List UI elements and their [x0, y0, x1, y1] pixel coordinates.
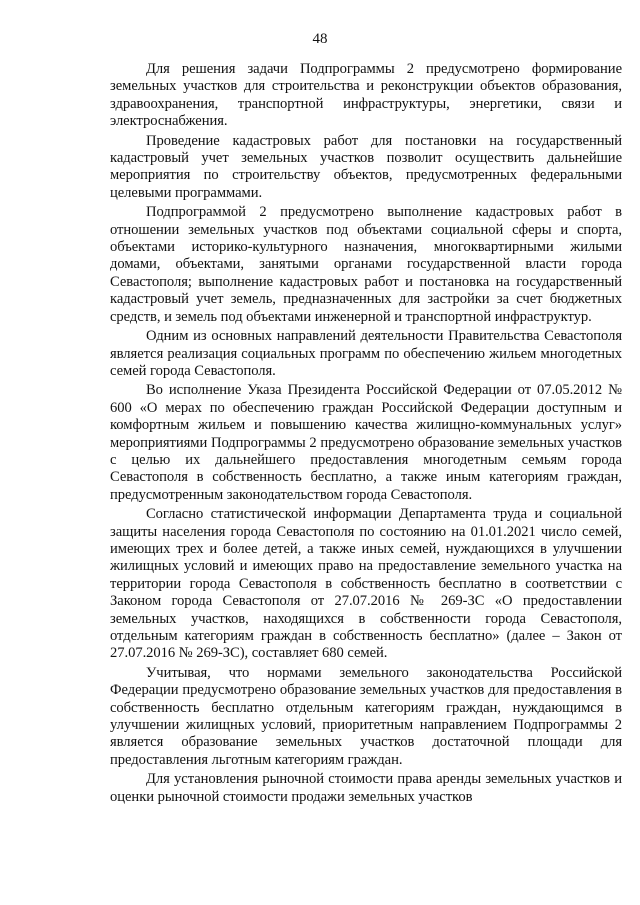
paragraph: Для установления рыночной стоимости права аренды земельных участков и оценки рыночной стоимости продажи земельных участков [110, 771, 622, 805]
paragraph: Учитывая, что нормами земельного законодательства Российской Федерации предусмотрено образование земельных участков для предоставления в собственность бесплатно отдельным категориям граждан, нуждающимся в улучшении жилищных условий, приоритетным направлением Подпрограммы 2 является образование земельных участков достаточной площади для предоставления льготным категориям граждан. [110, 664, 622, 768]
paragraph: Одним из основных направлений деятельности Правительства Севастополя является реализация социальных программ по обеспечению жильем многодетных семей города Севастополя. [110, 328, 622, 379]
paragraph: Для решения задачи Подпрограммы 2 предусмотрено формирование земельных участков для строительства и реконструкции объектов образования, здравоохранения, транспортной инфраструктуры, энергетики, связи и электроснабжения. [110, 61, 622, 130]
paragraph: Проведение кадастровых работ для постановки на государственный кадастровый учет земельных участков позволит осуществить дальнейшие мероприятия по строительству объектов, предусмотренных федеральными целевыми программами. [110, 132, 622, 201]
page-number: 48 [312, 31, 328, 47]
paragraph: Согласно статистической информации Департамента труда и социальной защиты населения города Севастополя по состоянию на 01.01.2021 число семей, имеющих трех и более детей, а также иных семей, нуждающихся в улучшении жилищных условий и имеющих право на предоставление земельного участка на территории города Севастополя в собственность бесплатно в соответствии с Законом города Севастополя от 27.07.2016 № 269-ЗС «О предоставлении земельных участков, находящихся в собственности города Севастополя, отдельным категориям граждан в собственность бесплатно» (далее – Закон от 27.07.2016 № 269-ЗС), составляет 680 семей. [110, 506, 622, 662]
document-body [110, 61, 622, 808]
paragraph: Во исполнение Указа Президента Российской Федерации от 07.05.2012 № 600 «О мерах по обеспечению граждан Российской Федерации доступным и комфортным жильем и повышению качества жилищно-коммунальных услуг» мероприятиями Подпрограммы 2 предусмотрено образование земельных участков с целью их дальнейшего предоставления многодетным семьям города Севастополя в собственность бесплатно, а также иным категориям граждан, предусмотренным законодательством города Севастополя. [110, 382, 622, 503]
paragraph: Подпрограммой 2 предусмотрено выполнение кадастровых работ в отношении земельных участков под объектами социальной сферы и спорта, объектами историко-культурного назначения, многоквартирными жилыми домами, объектами, занятыми органами государственной власти города Севастополя; выполнение кадастровых работ и постановка на государственный кадастровый учет земель, предназначенных для застройки за счет бюджетных средств, и земель под объектами инженерной и транспортной инфраструктур. [110, 204, 622, 325]
